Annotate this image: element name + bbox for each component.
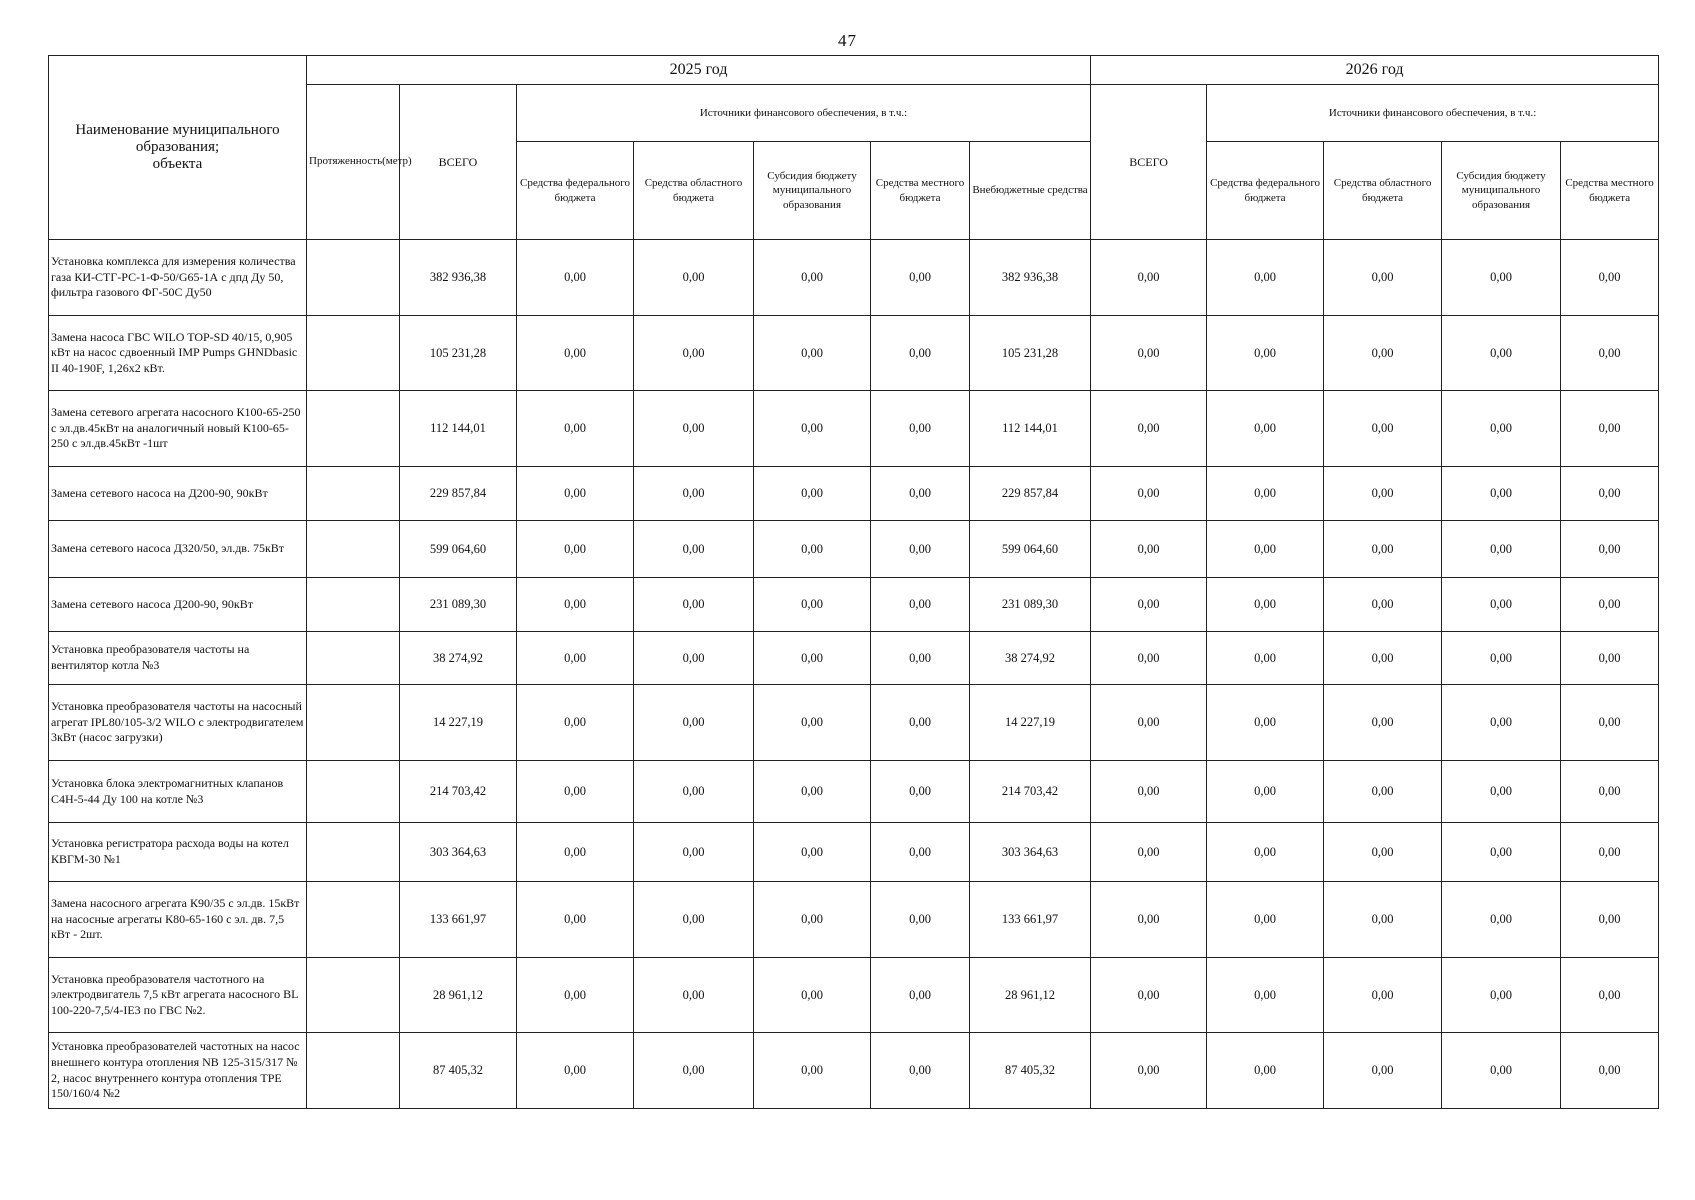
cell-regional-2026: 0,00 <box>1324 882 1442 958</box>
cell-subsidy-2025: 0,00 <box>754 240 871 316</box>
header-length: Протяженность(метр) <box>307 85 400 240</box>
cell-federal-2025: 0,00 <box>517 578 634 632</box>
cell-extrabudget-2025: 214 703,42 <box>970 761 1091 823</box>
cell-object-name: Установка комплекса для измерения количества газа КИ-СТГ-РС-1-Ф-50/G65-1А с дпд Ду 50, фильтра газового ФГ-50С Ду50 <box>49 240 307 316</box>
cell-object-name: Установка преобразователя частоты на вентилятор котла №3 <box>49 632 307 685</box>
cell-federal-2025: 0,00 <box>517 316 634 391</box>
cell-object-name: Замена сетевого насоса Д200-90, 90кВт <box>49 578 307 632</box>
header-year-2026: 2026 год <box>1091 56 1659 85</box>
cell-federal-2026: 0,00 <box>1207 240 1324 316</box>
header-total-2026: ВСЕГО <box>1091 85 1207 240</box>
cell-subsidy-2025: 0,00 <box>754 521 871 578</box>
cell-object-name: Замена сетевого насоса Д320/50, эл.дв. 75кВт <box>49 521 307 578</box>
cell-federal-2025: 0,00 <box>517 685 634 761</box>
table-row <box>49 391 1659 467</box>
cell-total-2026: 0,00 <box>1091 1033 1207 1109</box>
cell-total-2025: 231 089,30 <box>400 578 517 632</box>
cell-subsidy-2026: 0,00 <box>1442 958 1561 1033</box>
cell-regional-2026: 0,00 <box>1324 1033 1442 1109</box>
cell-subsidy-2026: 0,00 <box>1442 391 1561 467</box>
table-header <box>49 56 1659 240</box>
table-row <box>49 316 1659 391</box>
cell-subsidy-2025: 0,00 <box>754 632 871 685</box>
cell-federal-2025: 0,00 <box>517 958 634 1033</box>
cell-regional-2025: 0,00 <box>634 823 754 882</box>
cell-federal-2025: 0,00 <box>517 761 634 823</box>
cell-length <box>307 316 400 391</box>
cell-local-2025: 0,00 <box>871 685 970 761</box>
table-row <box>49 761 1659 823</box>
cell-total-2026: 0,00 <box>1091 761 1207 823</box>
header-name-line-1: Наименование муниципального <box>75 121 280 138</box>
cell-length <box>307 391 400 467</box>
cell-extrabudget-2025: 231 089,30 <box>970 578 1091 632</box>
cell-regional-2025: 0,00 <box>634 316 754 391</box>
cell-length <box>307 240 400 316</box>
cell-total-2026: 0,00 <box>1091 823 1207 882</box>
cell-federal-2025: 0,00 <box>517 632 634 685</box>
cell-federal-2026: 0,00 <box>1207 521 1324 578</box>
cell-extrabudget-2025: 599 064,60 <box>970 521 1091 578</box>
cell-object-name: Замена насоса ГВС WILO TOP-SD 40/15, 0,905 кВт на насос сдвоенный IMP Pumps GHNDbasic II 40-190F, 1,26х2 кВт. <box>49 316 307 391</box>
cell-local-2025: 0,00 <box>871 467 970 521</box>
cell-federal-2026: 0,00 <box>1207 632 1324 685</box>
cell-total-2025: 87 405,32 <box>400 1033 517 1109</box>
cell-regional-2026: 0,00 <box>1324 521 1442 578</box>
header-regional-2025: Средства областного бюджета <box>634 142 754 240</box>
cell-object-name: Установка преобразователей частотных на насос внешнего контура отопления NB 125-315/317 № 2, насос внутреннего контура отопления TPE 150/160/4 №2 <box>49 1033 307 1109</box>
cell-subsidy-2026: 0,00 <box>1442 240 1561 316</box>
cell-regional-2026: 0,00 <box>1324 467 1442 521</box>
header-name-column <box>49 56 307 240</box>
cell-total-2025: 38 274,92 <box>400 632 517 685</box>
cell-regional-2026: 0,00 <box>1324 958 1442 1033</box>
cell-total-2026: 0,00 <box>1091 578 1207 632</box>
cell-federal-2026: 0,00 <box>1207 958 1324 1033</box>
cell-regional-2026: 0,00 <box>1324 316 1442 391</box>
cell-regional-2026: 0,00 <box>1324 823 1442 882</box>
table-row <box>49 467 1659 521</box>
cell-local-2026: 0,00 <box>1561 685 1659 761</box>
cell-federal-2025: 0,00 <box>517 521 634 578</box>
cell-federal-2025: 0,00 <box>517 823 634 882</box>
cell-subsidy-2025: 0,00 <box>754 578 871 632</box>
cell-regional-2025: 0,00 <box>634 521 754 578</box>
cell-regional-2026: 0,00 <box>1324 632 1442 685</box>
cell-total-2025: 599 064,60 <box>400 521 517 578</box>
cell-total-2026: 0,00 <box>1091 685 1207 761</box>
cell-federal-2026: 0,00 <box>1207 761 1324 823</box>
cell-subsidy-2026: 0,00 <box>1442 467 1561 521</box>
cell-regional-2026: 0,00 <box>1324 240 1442 316</box>
cell-local-2025: 0,00 <box>871 240 970 316</box>
table-row <box>49 685 1659 761</box>
cell-subsidy-2026: 0,00 <box>1442 882 1561 958</box>
cell-federal-2025: 0,00 <box>517 240 634 316</box>
cell-total-2025: 303 364,63 <box>400 823 517 882</box>
cell-local-2025: 0,00 <box>871 521 970 578</box>
cell-object-name: Установка регистратора расхода воды на котел КВГМ-30 №1 <box>49 823 307 882</box>
cell-regional-2026: 0,00 <box>1324 578 1442 632</box>
cell-federal-2026: 0,00 <box>1207 316 1324 391</box>
header-subsidy-2025: Субсидия бюджету муниципального образования <box>754 142 871 240</box>
cell-object-name: Установка преобразователя частоты на насосный агрегат IPL80/105-3/2 WILO с электродвигателем 3кВт (насос загрузки) <box>49 685 307 761</box>
budget-table <box>48 55 1659 1109</box>
cell-federal-2026: 0,00 <box>1207 467 1324 521</box>
cell-object-name: Замена насосного агрегата К90/35 с эл.дв. 15кВт на насосные агрегаты К80-65-160 с эл. дв. 7,5 кВт - 2шт. <box>49 882 307 958</box>
table-row <box>49 1033 1659 1109</box>
header-local-2026: Средства местного бюджета <box>1561 142 1659 240</box>
cell-length <box>307 958 400 1033</box>
cell-regional-2025: 0,00 <box>634 578 754 632</box>
cell-federal-2026: 0,00 <box>1207 882 1324 958</box>
cell-length <box>307 521 400 578</box>
cell-total-2025: 105 231,28 <box>400 316 517 391</box>
header-regional-2026: Средства областного бюджета <box>1324 142 1442 240</box>
cell-local-2026: 0,00 <box>1561 761 1659 823</box>
cell-total-2026: 0,00 <box>1091 316 1207 391</box>
cell-total-2025: 133 661,97 <box>400 882 517 958</box>
table-row <box>49 882 1659 958</box>
cell-local-2026: 0,00 <box>1561 240 1659 316</box>
cell-subsidy-2026: 0,00 <box>1442 316 1561 391</box>
cell-total-2026: 0,00 <box>1091 521 1207 578</box>
cell-regional-2025: 0,00 <box>634 1033 754 1109</box>
cell-length <box>307 632 400 685</box>
cell-object-name: Замена сетевого агрегата насосного К100-65-250 с эл.дв.45кВт на аналогичный новый К100-65-250 с эл.дв.45кВт -1шт <box>49 391 307 467</box>
cell-regional-2025: 0,00 <box>634 632 754 685</box>
cell-local-2025: 0,00 <box>871 1033 970 1109</box>
cell-local-2025: 0,00 <box>871 761 970 823</box>
cell-total-2026: 0,00 <box>1091 467 1207 521</box>
header-sources-2025: Источники финансового обеспечения, в т.ч.: <box>517 85 1091 142</box>
table-row <box>49 521 1659 578</box>
cell-federal-2026: 0,00 <box>1207 685 1324 761</box>
cell-regional-2025: 0,00 <box>634 958 754 1033</box>
cell-length <box>307 882 400 958</box>
cell-total-2025: 229 857,84 <box>400 467 517 521</box>
cell-local-2025: 0,00 <box>871 316 970 391</box>
cell-length <box>307 467 400 521</box>
cell-regional-2025: 0,00 <box>634 467 754 521</box>
cell-total-2025: 28 961,12 <box>400 958 517 1033</box>
cell-subsidy-2026: 0,00 <box>1442 823 1561 882</box>
table-row <box>49 632 1659 685</box>
header-name-line-3: объекта <box>152 156 203 173</box>
table-body <box>49 240 1659 1109</box>
cell-subsidy-2025: 0,00 <box>754 1033 871 1109</box>
cell-extrabudget-2025: 229 857,84 <box>970 467 1091 521</box>
cell-extrabudget-2025: 382 936,38 <box>970 240 1091 316</box>
cell-regional-2025: 0,00 <box>634 685 754 761</box>
header-extrabudget-2025: Внебюджетные средства <box>970 142 1091 240</box>
cell-federal-2026: 0,00 <box>1207 823 1324 882</box>
cell-subsidy-2025: 0,00 <box>754 467 871 521</box>
cell-federal-2026: 0,00 <box>1207 1033 1324 1109</box>
table-row <box>49 958 1659 1033</box>
cell-local-2025: 0,00 <box>871 958 970 1033</box>
header-federal-2025: Средства федерального бюджета <box>517 142 634 240</box>
cell-federal-2025: 0,00 <box>517 882 634 958</box>
cell-extrabudget-2025: 28 961,12 <box>970 958 1091 1033</box>
cell-total-2025: 214 703,42 <box>400 761 517 823</box>
cell-regional-2025: 0,00 <box>634 391 754 467</box>
cell-extrabudget-2025: 38 274,92 <box>970 632 1091 685</box>
cell-federal-2026: 0,00 <box>1207 578 1324 632</box>
cell-local-2025: 0,00 <box>871 823 970 882</box>
cell-local-2026: 0,00 <box>1561 316 1659 391</box>
cell-subsidy-2025: 0,00 <box>754 882 871 958</box>
cell-object-name: Замена сетевого насоса на Д200-90, 90кВт <box>49 467 307 521</box>
cell-extrabudget-2025: 14 227,19 <box>970 685 1091 761</box>
cell-extrabudget-2025: 87 405,32 <box>970 1033 1091 1109</box>
cell-subsidy-2025: 0,00 <box>754 958 871 1033</box>
cell-subsidy-2026: 0,00 <box>1442 632 1561 685</box>
header-name-line-2: образования; <box>135 138 220 155</box>
cell-local-2026: 0,00 <box>1561 467 1659 521</box>
cell-local-2026: 0,00 <box>1561 823 1659 882</box>
header-year-2025: 2025 год <box>307 56 1091 85</box>
cell-local-2026: 0,00 <box>1561 391 1659 467</box>
cell-federal-2026: 0,00 <box>1207 391 1324 467</box>
cell-local-2025: 0,00 <box>871 578 970 632</box>
cell-length <box>307 685 400 761</box>
table-row <box>49 823 1659 882</box>
cell-length <box>307 1033 400 1109</box>
cell-total-2026: 0,00 <box>1091 240 1207 316</box>
cell-total-2026: 0,00 <box>1091 391 1207 467</box>
cell-length <box>307 823 400 882</box>
cell-extrabudget-2025: 303 364,63 <box>970 823 1091 882</box>
cell-total-2025: 382 936,38 <box>400 240 517 316</box>
header-local-2025: Средства местного бюджета <box>871 142 970 240</box>
cell-local-2025: 0,00 <box>871 882 970 958</box>
cell-subsidy-2026: 0,00 <box>1442 578 1561 632</box>
cell-length <box>307 761 400 823</box>
cell-total-2026: 0,00 <box>1091 958 1207 1033</box>
cell-federal-2025: 0,00 <box>517 467 634 521</box>
cell-object-name: Установка преобразователя частотного на электродвигатель 7,5 кВт агрегата насосного BL 100-220-7,5/4-IE3 по ГВС №2. <box>49 958 307 1033</box>
cell-total-2025: 112 144,01 <box>400 391 517 467</box>
header-total-2025: ВСЕГО <box>400 85 517 240</box>
cell-length <box>307 578 400 632</box>
cell-local-2026: 0,00 <box>1561 521 1659 578</box>
cell-regional-2026: 0,00 <box>1324 685 1442 761</box>
cell-subsidy-2025: 0,00 <box>754 316 871 391</box>
cell-subsidy-2025: 0,00 <box>754 391 871 467</box>
cell-total-2026: 0,00 <box>1091 882 1207 958</box>
cell-local-2026: 0,00 <box>1561 882 1659 958</box>
cell-total-2025: 14 227,19 <box>400 685 517 761</box>
cell-subsidy-2025: 0,00 <box>754 823 871 882</box>
cell-extrabudget-2025: 133 661,97 <box>970 882 1091 958</box>
cell-local-2026: 0,00 <box>1561 632 1659 685</box>
cell-subsidy-2025: 0,00 <box>754 685 871 761</box>
cell-extrabudget-2025: 105 231,28 <box>970 316 1091 391</box>
cell-local-2026: 0,00 <box>1561 578 1659 632</box>
table-row <box>49 578 1659 632</box>
cell-object-name: Установка блока электромагнитных клапанов С4Н-5-44 Ду 100 на котле №3 <box>49 761 307 823</box>
cell-subsidy-2026: 0,00 <box>1442 1033 1561 1109</box>
header-subsidy-2026: Субсидия бюджету муниципального образования <box>1442 142 1561 240</box>
cell-subsidy-2026: 0,00 <box>1442 761 1561 823</box>
cell-regional-2025: 0,00 <box>634 240 754 316</box>
cell-federal-2025: 0,00 <box>517 1033 634 1109</box>
cell-local-2026: 0,00 <box>1561 1033 1659 1109</box>
cell-regional-2026: 0,00 <box>1324 391 1442 467</box>
page-number: 47 <box>838 31 857 50</box>
header-federal-2026: Средства федерального бюджета <box>1207 142 1324 240</box>
cell-subsidy-2025: 0,00 <box>754 761 871 823</box>
cell-regional-2025: 0,00 <box>634 761 754 823</box>
cell-federal-2025: 0,00 <box>517 391 634 467</box>
cell-local-2026: 0,00 <box>1561 958 1659 1033</box>
cell-subsidy-2026: 0,00 <box>1442 685 1561 761</box>
cell-total-2026: 0,00 <box>1091 632 1207 685</box>
cell-regional-2026: 0,00 <box>1324 761 1442 823</box>
cell-local-2025: 0,00 <box>871 632 970 685</box>
cell-regional-2025: 0,00 <box>634 882 754 958</box>
cell-local-2025: 0,00 <box>871 391 970 467</box>
cell-extrabudget-2025: 112 144,01 <box>970 391 1091 467</box>
header-sources-2026: Источники финансового обеспечения, в т.ч.: <box>1207 85 1659 142</box>
cell-subsidy-2026: 0,00 <box>1442 521 1561 578</box>
table-row <box>49 240 1659 316</box>
